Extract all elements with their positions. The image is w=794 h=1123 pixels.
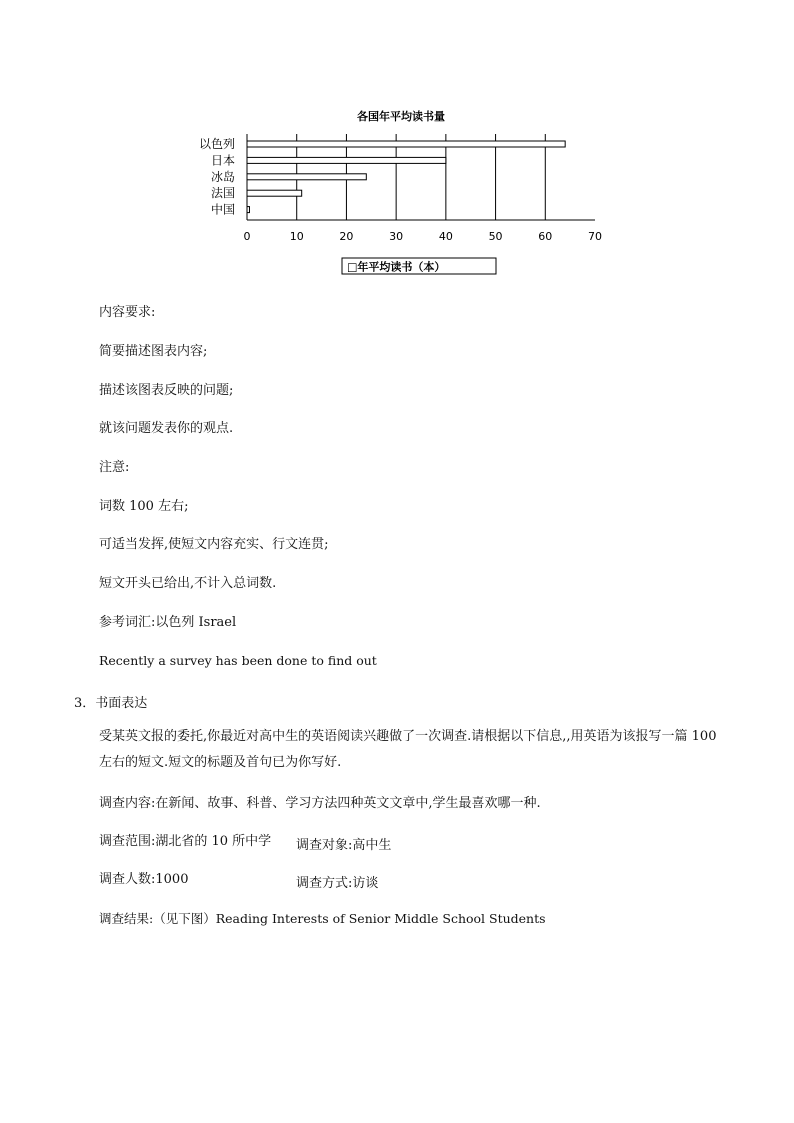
x-tick-label: 30 [389,230,404,243]
reading-chart [180,104,620,284]
requirement-item-2: 描述该图表反映的问题; [99,383,234,398]
survey-count: 调查人数:1000 [99,872,189,887]
x-tick-label: 20 [339,230,354,243]
note-item-1: 词数 100 左右; [99,499,189,514]
survey-result: 调查结果:（见下图）Reading Interests of Senior Middle School Students [99,911,546,926]
bar [247,190,302,196]
survey-content: 调查内容:在新闻、故事、科普、学习方法四种英文文章中,学生最喜欢哪一种. [99,796,541,811]
section-3-paragraph-text: 受某英文报的委托,你最近对高中生的英语阅读兴趣做了一次调查.请根据以下信息,,用英语为该报写一篇 100 左右的短文.短文的标题及首句已为你写好. [99,729,717,770]
survey-method: 调查方式:访谈 [296,876,379,891]
x-tick-label: 10 [289,230,304,243]
x-tick-label: 40 [438,230,453,243]
x-tick-label: 50 [488,230,503,243]
chart-title: 各国年平均读书量 [357,110,445,123]
essay-opening: Recently a survey has been done to find out [99,653,377,668]
requirement-item-1: 简要描述图表内容; [99,344,208,359]
bar [247,157,446,163]
requirements-heading: 内容要求: [99,305,156,320]
category-label: 中国 [210,202,235,217]
section-3-paragraph [99,724,729,776]
bar-chart-svg [180,104,620,284]
x-tick-label: 70 [588,230,602,243]
x-tick-label: 60 [538,230,553,243]
section-3-title: 3．书面表达 [74,696,148,711]
bar [247,141,565,147]
category-label: 日本 [210,153,235,168]
x-tick-label: 0 [243,230,251,243]
bar [247,207,249,213]
legend-label: □年平均读书（本） [347,260,446,274]
category-label: 以色列 [198,137,235,151]
requirement-item-3: 就该问题发表你的观点. [99,421,234,436]
survey-target: 调查对象:高中生 [296,838,392,853]
category-label: 冰岛 [210,169,235,184]
notes-heading: 注意: [99,460,130,475]
vocabulary-hint: 参考词汇:以色列 Israel [99,615,237,630]
survey-scope: 调查范围:湖北省的 10 所中学 [99,834,272,849]
note-item-2: 可适当发挥,使短文内容充实、行文连贯; [99,537,329,552]
note-item-3: 短文开头已给出,不计入总词数. [99,576,277,591]
bar [247,174,366,180]
category-label: 法国 [210,186,235,201]
